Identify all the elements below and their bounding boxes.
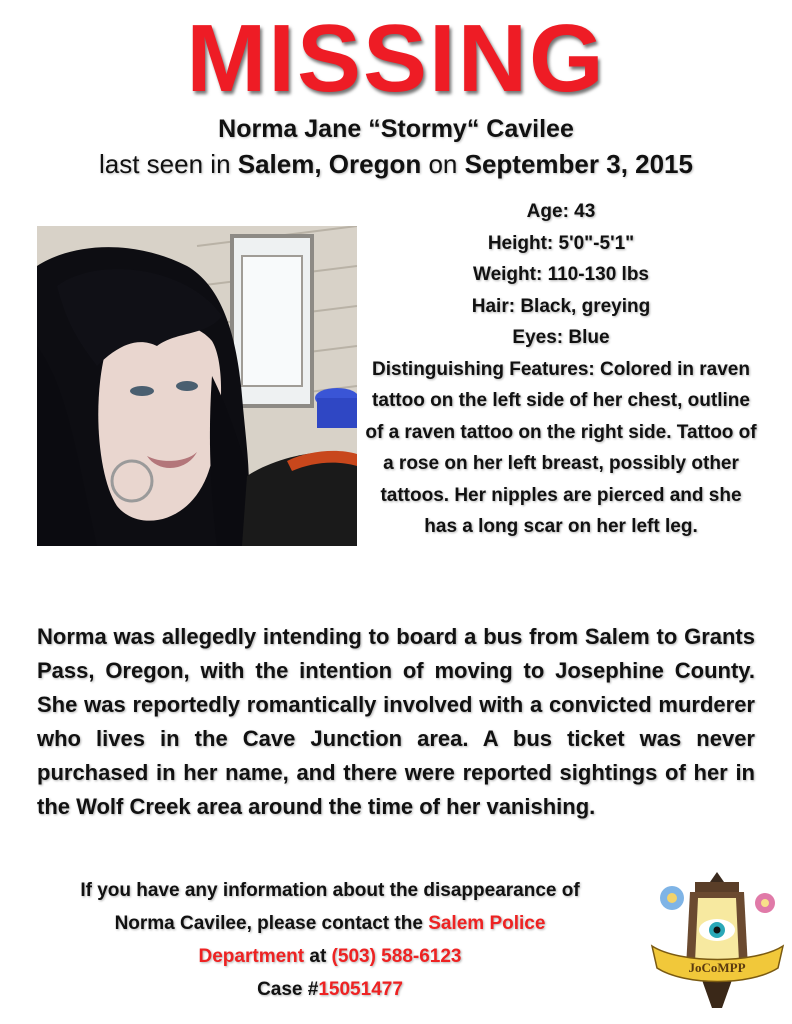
last-seen-prefix: last seen in [99, 149, 238, 179]
contact-line-1: If you have any information about the disappearance of [80, 880, 580, 901]
contact-at: at [304, 946, 332, 967]
hair-text: Hair: Black, greying [471, 295, 651, 317]
agency-name-part-1: Salem Police [428, 913, 546, 934]
last-seen-mid: on [421, 149, 465, 179]
case-summary: Norma was allegedly intending to board a bus from Salem to Grants Pass, Oregon, with the intention of moving to Josephine County. She was reportedly romantically involved with a convicted murderer who lives in the Cave Junction area. A bus ticket was never purchased in her name, and there were reported sightings of her in the Wolf Creek area around the time of her vanishing. [37, 624, 755, 819]
case-number-line [10, 973, 650, 1006]
eyes-text: Eyes: Blue [512, 327, 610, 348]
headline-missing: MISSING [186, 5, 606, 112]
last-seen-line [0, 147, 792, 181]
contact-line-2 [10, 907, 650, 940]
jocompp-logo [650, 868, 785, 1018]
height-text: Height: 5'0"-5'1" [487, 232, 635, 254]
distinguishing-features-text: Distinguishing Features: Colored in raven tattoo on the left side of her chest, outline of a raven tattoo on the right side. Tattoo of a rose on her left breast, possibly other tattoos. Her nipples are pierced and she has a long scar on her left leg. [365, 358, 757, 537]
age-text: Age: 43 [526, 201, 596, 222]
case-number: 15051477 [318, 979, 403, 1000]
contact-line-3 [10, 940, 650, 973]
case-label: Case # [257, 979, 319, 1000]
physical-description [362, 196, 760, 543]
last-seen-location: Salem, Oregon [237, 149, 422, 179]
contact-prefix: Norma Cavilee, please contact the [114, 913, 429, 934]
weight-text: Weight: 110-130 lbs [473, 264, 649, 285]
contact-info [10, 874, 650, 1006]
missing-person-name: Norma Jane “Stormy“ Cavilee [218, 115, 574, 143]
phone-number: (503) 588-6123 [331, 946, 462, 967]
logo-text: JoCoMPP [688, 960, 746, 975]
agency-name-part-2: Department [198, 946, 305, 967]
last-seen-date: September 3, 2015 [464, 149, 693, 179]
missing-person-photo [37, 226, 357, 546]
